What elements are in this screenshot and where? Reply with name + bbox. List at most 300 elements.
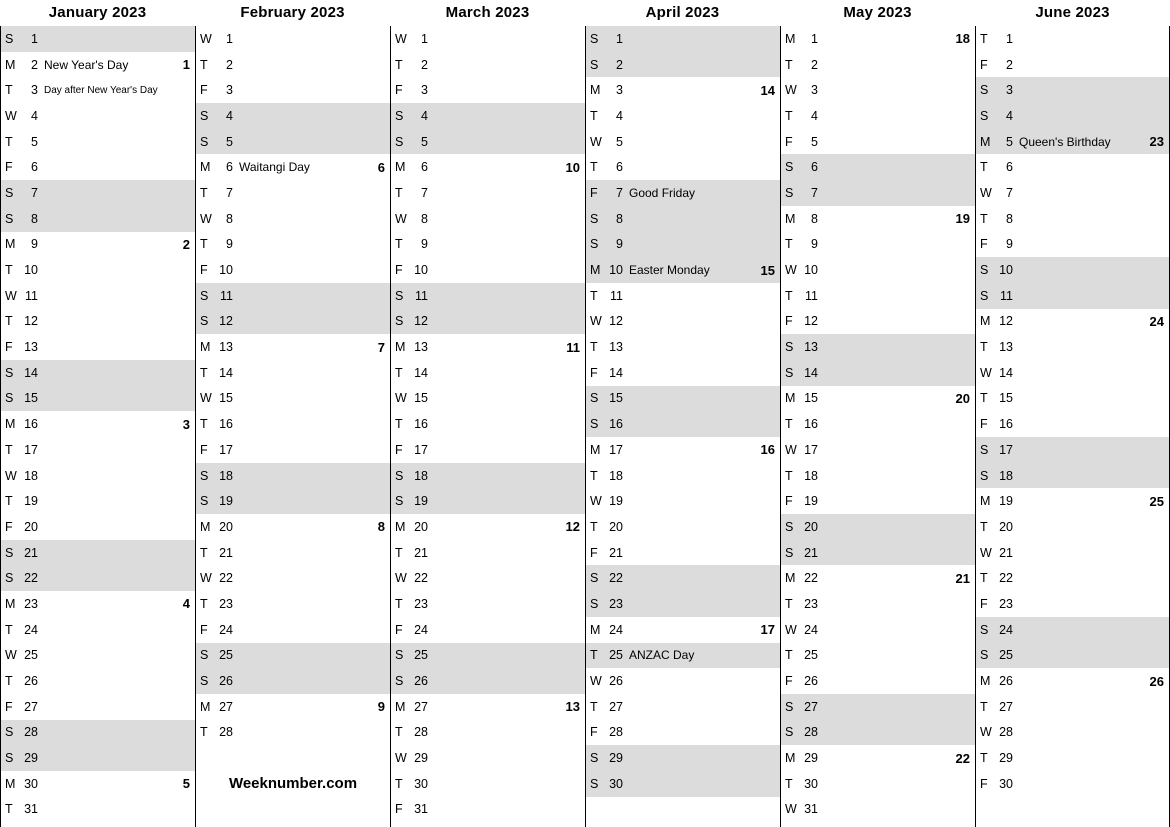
day-number: 23 (999, 596, 1013, 611)
day-number: 7 (811, 185, 818, 200)
day-of-week: S (200, 674, 209, 689)
day-of-week: F (5, 699, 13, 714)
day-row (391, 694, 585, 720)
day-row (976, 360, 1169, 386)
day-number: 27 (609, 699, 623, 714)
day-number: 24 (219, 622, 233, 637)
day-number: 26 (219, 674, 233, 689)
day-row (196, 232, 390, 258)
day-of-week: S (590, 57, 599, 72)
day-of-week: W (200, 571, 212, 586)
day-row (781, 411, 975, 437)
day-row (196, 694, 390, 720)
day-number: 10 (219, 263, 233, 278)
day-row (1, 77, 195, 103)
day-of-week: S (5, 545, 14, 560)
week-number: 4 (182, 596, 190, 612)
day-row (976, 180, 1169, 206)
day-number: 3 (226, 83, 233, 98)
day-of-week: S (5, 31, 14, 46)
day-number: 18 (414, 468, 428, 483)
day-number: 2 (1006, 57, 1013, 72)
day-row (391, 565, 585, 591)
day-row (391, 463, 585, 489)
day-row (391, 180, 585, 206)
day-number: 26 (999, 674, 1013, 689)
day-of-week: T (200, 185, 208, 200)
day-of-week: W (395, 571, 407, 586)
day-row (781, 283, 975, 309)
day-number: 18 (219, 468, 233, 483)
day-row (1, 617, 195, 643)
day-number: 20 (609, 519, 623, 534)
day-of-week: S (395, 468, 404, 483)
day-number: 3 (421, 83, 428, 98)
day-row (781, 52, 975, 78)
day-row (781, 232, 975, 258)
day-row (586, 411, 780, 437)
day-row (391, 334, 585, 360)
week-number: 12 (565, 519, 580, 535)
day-number: 20 (414, 519, 428, 534)
day-of-week: F (200, 622, 208, 637)
day-of-week: W (395, 211, 407, 226)
month-column (780, 0, 975, 827)
day-row-empty (196, 745, 390, 771)
day-number: 9 (1006, 237, 1013, 252)
day-row (781, 720, 975, 746)
day-of-week: T (785, 288, 793, 303)
day-of-week: W (785, 442, 797, 457)
day-of-week: M (5, 417, 16, 432)
day-number: 7 (226, 185, 233, 200)
day-row (781, 745, 975, 771)
day-row (196, 129, 390, 155)
day-row (391, 52, 585, 78)
day-of-week: S (590, 31, 599, 46)
day-of-week: M (395, 340, 406, 355)
day-row (391, 514, 585, 540)
day-row (391, 206, 585, 232)
day-number: 20 (219, 519, 233, 534)
day-of-week: T (395, 417, 403, 432)
day-row (976, 206, 1169, 232)
day-of-week: S (395, 288, 404, 303)
day-row (196, 206, 390, 232)
day-number: 13 (414, 340, 428, 355)
day-number: 18 (24, 468, 38, 483)
day-row (391, 232, 585, 258)
brand-label: Weeknumber.com (196, 771, 390, 797)
day-of-week: S (590, 391, 599, 406)
day-row (976, 26, 1169, 52)
day-number: 5 (31, 134, 38, 149)
day-number: 30 (414, 776, 428, 791)
day-of-week: F (200, 263, 208, 278)
day-number: 31 (24, 802, 38, 817)
day-of-week: T (980, 699, 988, 714)
day-row (586, 386, 780, 412)
day-row (1, 437, 195, 463)
day-of-week: F (785, 314, 793, 329)
day-of-week: T (785, 108, 793, 123)
day-row (976, 386, 1169, 412)
day-row (586, 257, 780, 283)
day-row (1, 154, 195, 180)
day-number: 18 (609, 468, 623, 483)
day-number: 26 (804, 674, 818, 689)
day-row (976, 540, 1169, 566)
day-of-week: T (200, 545, 208, 560)
week-number: 8 (377, 519, 385, 535)
day-number: 6 (811, 160, 818, 175)
day-number: 4 (1006, 108, 1013, 123)
day-of-week: T (785, 468, 793, 483)
day-number: 10 (804, 263, 818, 278)
day-row (1, 232, 195, 258)
day-number: 28 (609, 725, 623, 740)
day-row (391, 309, 585, 335)
week-number: 5 (182, 776, 190, 792)
day-number: 14 (219, 365, 233, 380)
day-of-week: S (5, 571, 14, 586)
day-number: 19 (219, 494, 233, 509)
day-number: 26 (609, 674, 623, 689)
day-number: 8 (421, 211, 428, 226)
day-row (196, 617, 390, 643)
day-number: 24 (999, 622, 1013, 637)
day-of-week: T (200, 417, 208, 432)
day-of-week: S (590, 417, 599, 432)
day-of-week: M (5, 776, 16, 791)
day-of-week: T (590, 108, 598, 123)
day-of-week: M (785, 31, 796, 46)
week-number: 9 (377, 699, 385, 715)
day-of-week: T (590, 648, 598, 663)
day-of-week: W (5, 108, 17, 123)
day-number: 16 (999, 417, 1013, 432)
day-row (196, 488, 390, 514)
day-row (976, 283, 1169, 309)
day-row (976, 154, 1169, 180)
day-of-week: S (980, 468, 989, 483)
month-title: March 2023 (445, 4, 530, 21)
day-number: 6 (421, 160, 428, 175)
day-row (781, 668, 975, 694)
day-of-week: F (980, 776, 988, 791)
day-row (196, 411, 390, 437)
day-number: 5 (226, 134, 233, 149)
day-of-week: W (980, 365, 992, 380)
day-number: 25 (219, 648, 233, 663)
week-number: 1 (182, 57, 190, 73)
day-number: 16 (24, 417, 38, 432)
day-row (196, 103, 390, 129)
day-number: 15 (999, 391, 1013, 406)
day-number: 13 (804, 340, 818, 355)
day-of-week: M (5, 57, 16, 72)
day-row (586, 540, 780, 566)
day-row (781, 591, 975, 617)
week-number: 11 (566, 339, 580, 355)
day-number: 15 (24, 391, 38, 406)
day-row (196, 565, 390, 591)
day-of-week: W (590, 314, 602, 329)
day-number: 22 (609, 571, 623, 586)
day-row (391, 668, 585, 694)
day-number: 17 (414, 442, 428, 457)
day-number: 11 (220, 288, 233, 303)
day-of-week: S (395, 108, 404, 123)
day-of-week: S (200, 648, 209, 663)
day-number: 13 (219, 340, 233, 355)
day-row (391, 437, 585, 463)
day-number: 27 (804, 699, 818, 714)
day-row (586, 360, 780, 386)
day-number: 1 (811, 31, 818, 46)
day-number: 21 (609, 545, 623, 560)
day-row (781, 694, 975, 720)
day-row (976, 771, 1169, 797)
day-row (781, 77, 975, 103)
day-of-week: T (980, 160, 988, 175)
day-row (976, 488, 1169, 514)
day-number: 4 (226, 108, 233, 123)
day-number: 4 (616, 108, 623, 123)
day-row (976, 232, 1169, 258)
day-number: 21 (999, 545, 1013, 560)
day-number: 9 (226, 237, 233, 252)
month-day-list (390, 26, 585, 827)
day-of-week: S (200, 134, 209, 149)
day-number: 1 (616, 31, 623, 46)
holiday-label: Day after New Year's Day (44, 84, 158, 96)
day-of-week: M (980, 314, 991, 329)
day-row (391, 129, 585, 155)
day-of-week: T (395, 596, 403, 611)
day-number: 23 (804, 596, 818, 611)
day-row (976, 103, 1169, 129)
day-row (196, 386, 390, 412)
day-row (1, 411, 195, 437)
day-row (976, 591, 1169, 617)
day-number: 9 (31, 237, 38, 252)
day-row (976, 617, 1169, 643)
month-title: January 2023 (48, 4, 147, 21)
day-number: 21 (804, 545, 818, 560)
day-of-week: S (5, 365, 14, 380)
day-of-week: T (785, 417, 793, 432)
day-row (586, 463, 780, 489)
day-of-week: S (980, 83, 989, 98)
day-row (976, 411, 1169, 437)
day-number: 3 (31, 83, 38, 98)
day-of-week: S (200, 314, 209, 329)
day-number: 4 (421, 108, 428, 123)
day-number: 11 (610, 288, 623, 303)
week-number: 3 (182, 416, 190, 432)
month-column (585, 0, 780, 827)
week-number: 13 (565, 699, 580, 715)
day-row (586, 745, 780, 771)
day-row (976, 720, 1169, 746)
day-of-week: S (200, 468, 209, 483)
day-number: 11 (415, 288, 428, 303)
day-row (1, 694, 195, 720)
day-row (196, 52, 390, 78)
day-number: 19 (414, 494, 428, 509)
day-of-week: F (590, 545, 598, 560)
day-of-week: T (590, 468, 598, 483)
day-number: 12 (804, 314, 818, 329)
day-row (781, 565, 975, 591)
day-row (196, 720, 390, 746)
day-of-week: W (785, 802, 797, 817)
day-of-week: F (395, 83, 403, 98)
day-number: 21 (414, 545, 428, 560)
day-row (1, 309, 195, 335)
day-number: 8 (616, 211, 623, 226)
day-of-week: S (980, 263, 989, 278)
day-row (196, 309, 390, 335)
day-number: 8 (31, 211, 38, 226)
day-number: 2 (226, 57, 233, 72)
day-number: 23 (609, 596, 623, 611)
day-row (391, 360, 585, 386)
day-number: 15 (804, 391, 818, 406)
day-number: 24 (414, 622, 428, 637)
day-row (391, 720, 585, 746)
day-number: 19 (999, 494, 1013, 509)
day-of-week: S (200, 108, 209, 123)
day-of-week: F (980, 417, 988, 432)
day-of-week: M (590, 83, 601, 98)
month-title: June 2023 (1035, 4, 1110, 21)
day-of-week: T (590, 340, 598, 355)
day-row (391, 771, 585, 797)
day-number: 14 (414, 365, 428, 380)
day-row (1, 745, 195, 771)
day-row (781, 180, 975, 206)
day-number: 6 (616, 160, 623, 175)
week-number: 22 (955, 750, 970, 766)
day-of-week: M (785, 751, 796, 766)
day-of-week: T (200, 237, 208, 252)
day-number: 21 (219, 545, 233, 560)
day-of-week: F (395, 442, 403, 457)
day-row (1, 591, 195, 617)
day-row (1, 360, 195, 386)
day-row (391, 540, 585, 566)
day-number: 25 (24, 648, 38, 663)
day-number: 20 (24, 519, 38, 534)
holiday-label: ANZAC Day (629, 648, 695, 663)
day-row (391, 745, 585, 771)
day-number: 28 (999, 725, 1013, 740)
day-number: 7 (1006, 185, 1013, 200)
day-number: 9 (616, 237, 623, 252)
day-row (391, 643, 585, 669)
month-title: February 2023 (240, 4, 345, 21)
day-of-week: S (395, 648, 404, 663)
day-row (1, 668, 195, 694)
day-row (1, 52, 195, 78)
day-row (586, 154, 780, 180)
day-row (1, 771, 195, 797)
day-row (586, 771, 780, 797)
day-number: 23 (219, 596, 233, 611)
day-of-week: W (980, 185, 992, 200)
day-of-week: F (590, 365, 598, 380)
day-of-week: F (395, 802, 403, 817)
day-of-week: W (590, 674, 602, 689)
day-row (586, 77, 780, 103)
day-of-week: T (5, 263, 13, 278)
day-number: 8 (811, 211, 818, 226)
day-number: 3 (1006, 83, 1013, 98)
day-number: 29 (999, 751, 1013, 766)
day-row (586, 694, 780, 720)
day-number: 22 (804, 571, 818, 586)
day-of-week: T (980, 31, 988, 46)
day-row (586, 720, 780, 746)
day-of-week: S (980, 288, 989, 303)
day-number: 30 (804, 776, 818, 791)
day-of-week: F (5, 160, 13, 175)
day-of-week: T (5, 442, 13, 457)
day-of-week: M (5, 237, 16, 252)
day-number: 14 (999, 365, 1013, 380)
day-number: 13 (609, 340, 623, 355)
day-row (586, 129, 780, 155)
day-row (781, 360, 975, 386)
day-of-week: S (590, 571, 599, 586)
day-row (1, 334, 195, 360)
day-of-week: S (980, 108, 989, 123)
day-row (1, 180, 195, 206)
day-row (586, 283, 780, 309)
holiday-label: New Year's Day (44, 57, 129, 72)
day-of-week: T (395, 776, 403, 791)
day-number: 23 (414, 596, 428, 611)
week-number: 10 (565, 159, 580, 175)
day-number: 22 (999, 571, 1013, 586)
day-of-week: S (980, 648, 989, 663)
day-row (1, 565, 195, 591)
day-row (781, 26, 975, 52)
day-of-week: M (785, 571, 796, 586)
day-of-week: F (5, 340, 13, 355)
day-of-week: T (5, 674, 13, 689)
day-of-week: M (395, 699, 406, 714)
day-number: 25 (414, 648, 428, 663)
day-of-week: T (5, 622, 13, 637)
day-number: 2 (421, 57, 428, 72)
day-row (1, 463, 195, 489)
day-number: 15 (609, 391, 623, 406)
day-number: 2 (616, 57, 623, 72)
day-number: 10 (24, 263, 38, 278)
day-number: 27 (999, 699, 1013, 714)
day-of-week: M (200, 340, 211, 355)
day-number: 31 (804, 802, 818, 817)
month-day-list (0, 26, 195, 827)
day-of-week: M (980, 134, 991, 149)
day-number: 6 (31, 160, 38, 175)
day-row (781, 206, 975, 232)
day-of-week: T (395, 545, 403, 560)
day-of-week: S (785, 160, 794, 175)
